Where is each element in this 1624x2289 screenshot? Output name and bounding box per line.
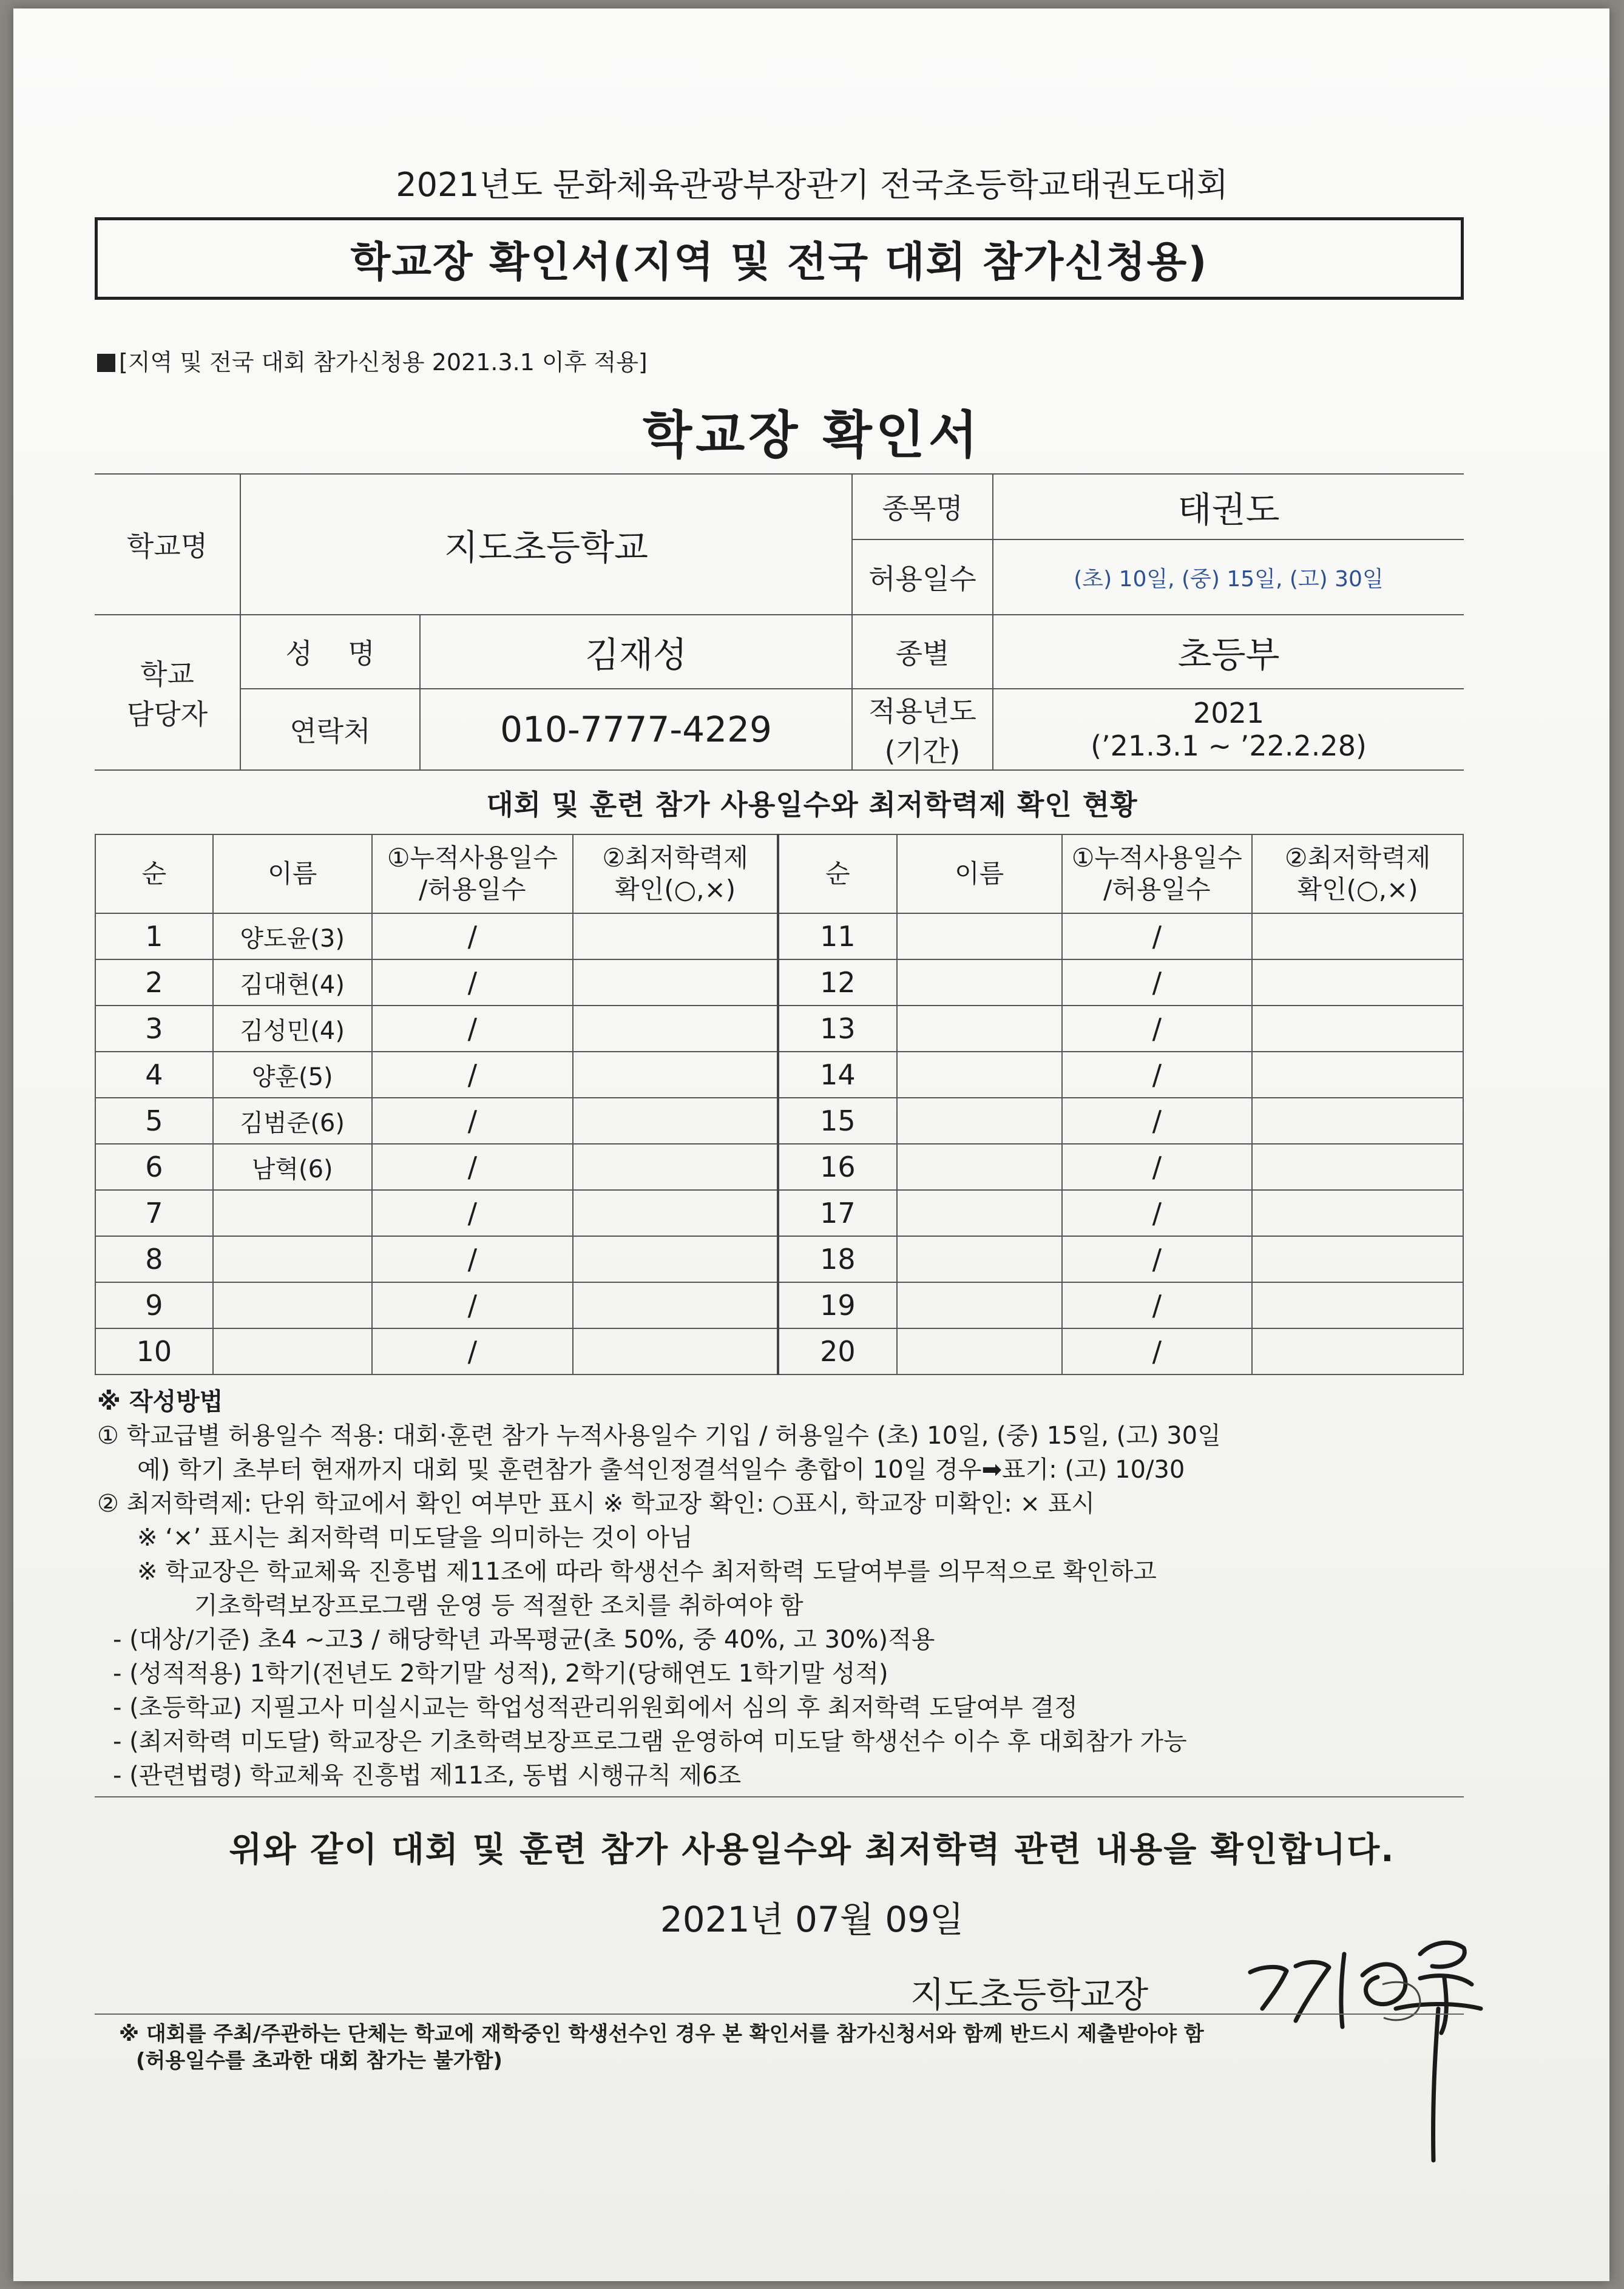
- row-name-cell: [213, 1190, 372, 1236]
- row-name-cell: [213, 1282, 372, 1328]
- row-days-cell: /: [1062, 1144, 1253, 1190]
- col-name-left: 이름: [213, 834, 372, 913]
- row-check-cell: [573, 1236, 778, 1282]
- row-days-cell: /: [372, 1052, 573, 1098]
- manager-label-line2: 담당자: [126, 698, 208, 731]
- allowed-days-value: (초) 10일, (중) 15일, (고) 30일: [993, 539, 1464, 615]
- row-no-cell: 11: [778, 913, 897, 959]
- row-days-cell: /: [372, 1190, 573, 1236]
- instruction-line: - (관련법령) 학교체육 진흥법 제11조, 동법 시행규칙 제6조: [113, 1762, 742, 1790]
- row-check-cell: [573, 1144, 778, 1190]
- footnote-line2: (허용일수를 초과한 대회 참가는 불가함): [136, 2049, 502, 2073]
- row-days-cell: /: [372, 913, 573, 959]
- contact-label: 연락처: [240, 689, 420, 770]
- instruction-line: - (성적적용) 1학기(전년도 2학기말 성적), 2학기(당해연도 1학기말 성적): [113, 1660, 888, 1688]
- year-label-line2: (기간): [884, 735, 961, 768]
- row-no-cell: 3: [95, 1006, 213, 1052]
- row-days-cell: /: [1062, 1006, 1253, 1052]
- event-title: 2021년도 문화체육관광부장관기 전국초등학교태권도대회: [396, 166, 1228, 204]
- table-row: [95, 959, 1463, 1006]
- info-table: [95, 473, 1464, 771]
- instruction-line: 예) 학기 초부터 현재까지 대회 및 훈련참가 출석인정결석일수 총합이 10일 경우➡표기: (고) 10/30: [137, 1456, 1185, 1484]
- instruction-line: ① 학교급별 허용일수 적용: 대회·훈련 참가 누적사용일수 기입 / 허용일수 (초) 10일, (중) 15일, (고) 30일: [97, 1422, 1221, 1450]
- row-no-cell: 16: [778, 1144, 897, 1190]
- row-name-cell: [897, 959, 1062, 1006]
- col-name-right: 이름: [897, 834, 1062, 913]
- year-value: [993, 689, 1464, 770]
- row-days-cell: /: [1062, 1282, 1253, 1328]
- instructions: [97, 1385, 1221, 1793]
- col-check-right: [1252, 834, 1463, 913]
- row-days-cell: /: [1062, 1052, 1253, 1098]
- col-days-line2: /허용일수: [419, 874, 526, 904]
- row-no-cell: 20: [778, 1328, 897, 1374]
- row-check-cell: [1252, 1052, 1463, 1098]
- year-value-line1: 2021: [1193, 697, 1265, 729]
- row-name-cell: 남혁(6): [213, 1144, 372, 1190]
- row-check-cell: [1252, 1328, 1463, 1374]
- row-name-cell: [897, 1282, 1062, 1328]
- table-row: [95, 1328, 1463, 1374]
- name-value: 김재성: [420, 615, 852, 689]
- row-check-cell: [573, 913, 778, 959]
- row-days-cell: /: [1062, 913, 1253, 959]
- row-no-cell: 8: [95, 1236, 213, 1282]
- footnote: [119, 2021, 1204, 2074]
- row-no-cell: 18: [778, 1236, 897, 1282]
- sport-value: 태권도: [993, 474, 1464, 539]
- instruction-line: - (초등학교) 지필고사 미실시교는 학업성적관리위원회에서 심의 후 최저학력 도달여부 결정: [113, 1694, 1078, 1722]
- year-label-line1: 적용년도: [868, 695, 976, 728]
- row-no-cell: 17: [778, 1190, 897, 1236]
- col-check-line2: 확인(○,×): [615, 874, 736, 904]
- col-check-line2: 확인(○,×): [1297, 874, 1418, 904]
- row-name-cell: 김성민(4): [213, 1006, 372, 1052]
- row-check-cell: [1252, 1098, 1463, 1144]
- row-no-cell: 2: [95, 959, 213, 1006]
- row-name-cell: 양도윤(3): [213, 913, 372, 959]
- divider: [95, 1796, 1464, 1797]
- row-name-cell: [897, 1098, 1062, 1144]
- row-no-cell: 13: [778, 1006, 897, 1052]
- col-check-left: [573, 834, 778, 913]
- instruction-line: 기초학력보장프로그램 운영 등 적절한 조치를 취하여야 함: [194, 1592, 804, 1620]
- row-check-cell: [1252, 1006, 1463, 1052]
- row-days-cell: /: [1062, 1098, 1253, 1144]
- col-check-line1: ②최저학력제: [1284, 842, 1431, 873]
- row-no-cell: 19: [778, 1282, 897, 1328]
- row-name-cell: [897, 1328, 1062, 1374]
- col-check-line1: ②최저학력제: [602, 842, 748, 873]
- row-days-cell: /: [372, 1144, 573, 1190]
- row-check-cell: [573, 1006, 778, 1052]
- name-label: 성 명: [240, 615, 420, 689]
- col-days-line1: ①누적사용일수: [387, 842, 558, 873]
- division-value: 초등부: [993, 615, 1464, 689]
- apply-note-text: [지역 및 전국 대회 참가신청용 2021.3.1 이후 적용]: [119, 349, 648, 376]
- period-value: (’21.3.1 ~ ’22.2.28): [1091, 729, 1367, 762]
- row-days-cell: /: [372, 1328, 573, 1374]
- row-check-cell: [573, 1282, 778, 1328]
- footnote-line1: ※ 대회를 주최/주관하는 단체는 학교에 재학중인 학생선수인 경우 본 확인서를 참가신청서와 함께 반드시 제출받아야 함: [119, 2022, 1204, 2046]
- roster-table: [95, 834, 1464, 1375]
- row-days-cell: /: [372, 1098, 573, 1144]
- row-days-cell: /: [1062, 959, 1253, 1006]
- row-name-cell: 김범준(6): [213, 1098, 372, 1144]
- row-no-cell: 10: [95, 1328, 213, 1374]
- row-days-cell: /: [372, 1006, 573, 1052]
- row-check-cell: [573, 1098, 778, 1144]
- row-no-cell: 7: [95, 1190, 213, 1236]
- row-days-cell: /: [1062, 1190, 1253, 1236]
- sport-label: 종목명: [852, 474, 993, 539]
- table-row: [95, 1144, 1463, 1190]
- row-no-cell: 15: [778, 1098, 897, 1144]
- table-row: [95, 1052, 1463, 1098]
- row-check-cell: [573, 1328, 778, 1374]
- col-days-line1: ①누적사용일수: [1071, 842, 1242, 873]
- row-name-cell: [213, 1236, 372, 1282]
- row-no-cell: 12: [778, 959, 897, 1006]
- principal-signature: [1238, 1918, 1493, 2172]
- row-days-cell: /: [1062, 1236, 1253, 1282]
- row-name-cell: [897, 1236, 1062, 1282]
- roster-section-title: 대회 및 훈련 참가 사용일수와 최저학력제 확인 현황: [486, 788, 1138, 821]
- row-days-cell: /: [372, 1236, 573, 1282]
- col-no-right: 순: [778, 834, 897, 913]
- document-title: 학교장 확인서(지역 및 전국 대회 참가신청용): [350, 238, 1208, 286]
- row-check-cell: [1252, 1282, 1463, 1328]
- table-row: [95, 1236, 1463, 1282]
- main-title: 학교장 확인서: [642, 405, 982, 465]
- col-days-right: [1062, 834, 1253, 913]
- row-name-cell: 양훈(5): [213, 1052, 372, 1098]
- row-check-cell: [1252, 959, 1463, 1006]
- document-date: 2021년 07월 09일: [660, 1899, 964, 1940]
- divider: [95, 2013, 1464, 2015]
- table-row: [95, 1006, 1463, 1052]
- row-days-cell: /: [372, 959, 573, 1006]
- row-name-cell: [897, 1144, 1062, 1190]
- row-no-cell: 6: [95, 1144, 213, 1190]
- row-check-cell: [1252, 1236, 1463, 1282]
- instruction-line: ※ ‘×’ 표시는 최저학력 미도달을 의미하는 것이 아님: [137, 1524, 693, 1552]
- row-check-cell: [1252, 1144, 1463, 1190]
- col-no-left: 순: [95, 834, 213, 913]
- row-check-cell: [1252, 1190, 1463, 1236]
- manager-label: [95, 615, 240, 770]
- instruction-line: - (최저학력 미도달) 학교장은 기초학력보장프로그램 운영하여 미도달 학생선수 이수 후 대회참가 가능: [113, 1728, 1187, 1756]
- instruction-line: - (대상/기준) 초4 ~고3 / 해당학년 과목평균(초 50%, 중 40%, 고 30%)적용: [113, 1626, 935, 1654]
- school-value: 지도초등학교: [240, 474, 852, 615]
- roster-header-row: [95, 834, 1463, 913]
- row-check-cell: [573, 959, 778, 1006]
- col-days-left: [372, 834, 573, 913]
- instruction-line: ② 최저학력제: 단위 학교에서 확인 여부만 표시 ※ 학교장 확인: ○표시, 학교장 미확인: × 표시: [97, 1490, 1095, 1518]
- row-check-cell: [573, 1052, 778, 1098]
- table-row: [95, 1098, 1463, 1144]
- row-name-cell: [897, 1052, 1062, 1098]
- row-name-cell: [213, 1328, 372, 1374]
- square-bullet-icon: [97, 354, 115, 372]
- school-label: 학교명: [95, 474, 240, 615]
- col-days-line2: /허용일수: [1103, 874, 1211, 904]
- year-label: [852, 689, 993, 770]
- row-check-cell: [573, 1190, 778, 1236]
- row-name-cell: [897, 1190, 1062, 1236]
- instructions-heading: ※ 작성방법: [97, 1388, 223, 1416]
- row-check-cell: [1252, 913, 1463, 959]
- contact-value: 010-7777-4229: [420, 689, 852, 770]
- table-row: [95, 1282, 1463, 1328]
- row-no-cell: 4: [95, 1052, 213, 1098]
- instruction-line: ※ 학교장은 학교체육 진흥법 제11조에 따라 학생선수 최저학력 도달여부를 의무적으로 확인하고: [137, 1558, 1157, 1586]
- allowed-days-label: 허용일수: [852, 539, 993, 615]
- manager-label-line1: 학교: [140, 658, 194, 691]
- principal-title: 지도초등학교장: [910, 1974, 1149, 2015]
- row-days-cell: /: [1062, 1328, 1253, 1374]
- document-title-box: [95, 217, 1464, 300]
- row-no-cell: 1: [95, 913, 213, 959]
- roster-body: [95, 913, 1463, 1374]
- row-no-cell: 9: [95, 1282, 213, 1328]
- row-name-cell: [897, 913, 1062, 959]
- table-row: [95, 1190, 1463, 1236]
- apply-note: [97, 343, 648, 377]
- division-label: 종별: [852, 615, 993, 689]
- row-name-cell: 김대현(4): [213, 959, 372, 1006]
- row-name-cell: [897, 1006, 1062, 1052]
- row-days-cell: /: [372, 1282, 573, 1328]
- row-no-cell: 14: [778, 1052, 897, 1098]
- confirmation-statement: 위와 같이 대회 및 훈련 참가 사용일수와 최저학력 관련 내용을 확인합니다.: [229, 1830, 1395, 1870]
- table-row: [95, 913, 1463, 959]
- row-no-cell: 5: [95, 1098, 213, 1144]
